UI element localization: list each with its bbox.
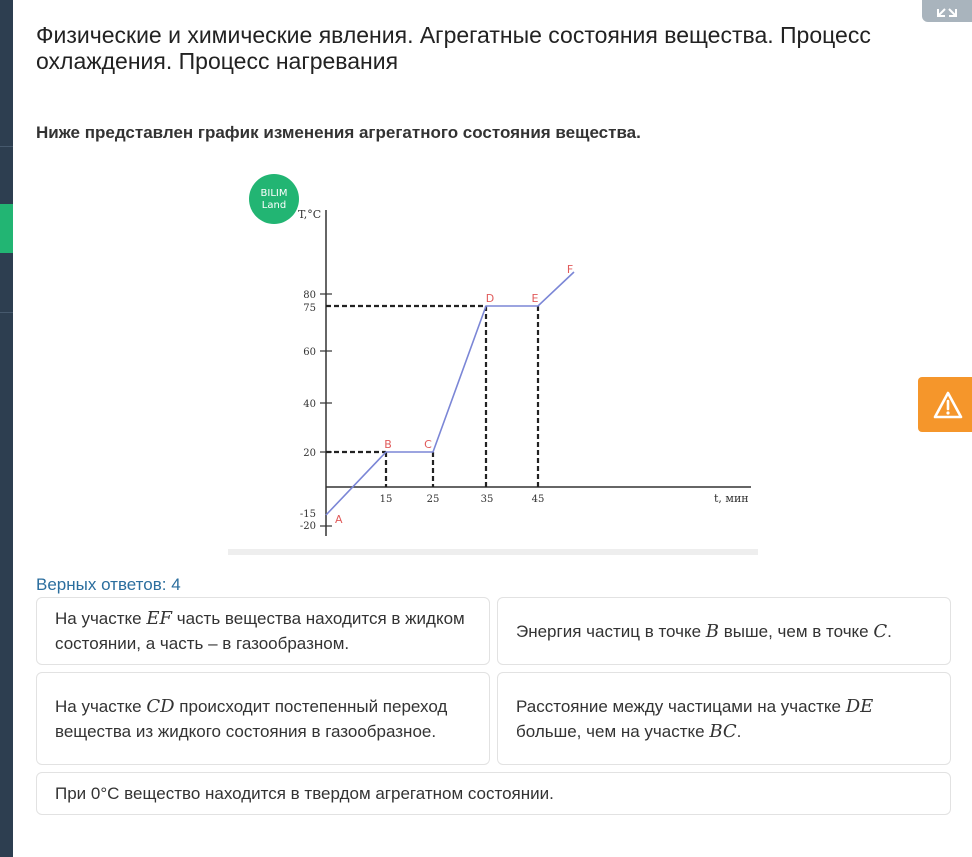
answer-option-ef[interactable] [36,597,490,665]
page-title: Физические и химические явления. Агрегатные состояния вещества. Процесс охлаждения. Процесс нагревания [36,22,871,74]
y-tick-label: 75 [303,303,316,314]
answer-text: Энергия частиц в точке B выше, чем в точке C. [516,620,892,642]
correct-answers-count: Верных ответов: 4 [36,575,181,594]
y-tick-label: -20 [299,521,316,532]
state-curve [326,272,574,515]
warning-icon [933,391,963,419]
x-tick-label: 45 [531,494,545,505]
answer-text: На участке CD происходит постепенный переход вещества из жидкого состояния в газообразное. [55,695,448,741]
left-nav-strip [0,0,13,857]
bilimland-logo [249,174,299,224]
point-label-f: F [566,263,574,276]
answer-option-cd[interactable] [36,672,490,765]
answer-text: Расстояние между частицами на участке DE больше, чем на участке BC. [516,695,874,742]
figure-divider [228,549,758,555]
expand-icon [936,6,958,18]
answer-option-zero-degrees[interactable] [36,772,951,815]
y-tick-label: 20 [303,448,316,459]
y-tick-label: -15 [299,509,316,520]
graph-svg [228,168,760,558]
point-label-c: C [424,438,432,451]
nav-active-indicator[interactable] [0,204,13,253]
answer-option-energy[interactable] [497,597,951,665]
task-instruction: Ниже представлен график изменения агрегатного состояния вещества. [36,123,641,142]
y-tick-label: 40 [303,399,316,410]
report-problem-button[interactable] [918,377,972,432]
y-tick-label: 80 [303,290,316,301]
x-tick-label: 15 [379,494,393,505]
expand-button[interactable] [922,0,972,22]
nav-divider [0,312,13,313]
logo-line1: BILIM [260,188,288,199]
x-tick-label: 35 [480,494,494,505]
point-label-a: A [335,513,343,526]
x-axis-label: t, мин [714,492,749,505]
x-tick-label: 25 [426,494,440,505]
dashed-guides [326,306,538,487]
y-axis-label: T,°C [298,208,322,221]
point-label-b: B [384,438,392,451]
y-tick-label: 60 [303,347,316,358]
point-label-e: E [531,292,539,305]
nav-divider [0,146,13,147]
state-change-graph [228,168,760,558]
answer-text: При 0°С вещество находится в твердом агрегатном состоянии. [55,784,554,803]
point-label-d: D [485,292,495,305]
answer-option-distance[interactable] [497,672,951,765]
answer-text: На участке EF часть вещества находится в жидком состоянии, а часть – в газообразном. [55,608,465,653]
logo-line2: Land [261,200,287,211]
